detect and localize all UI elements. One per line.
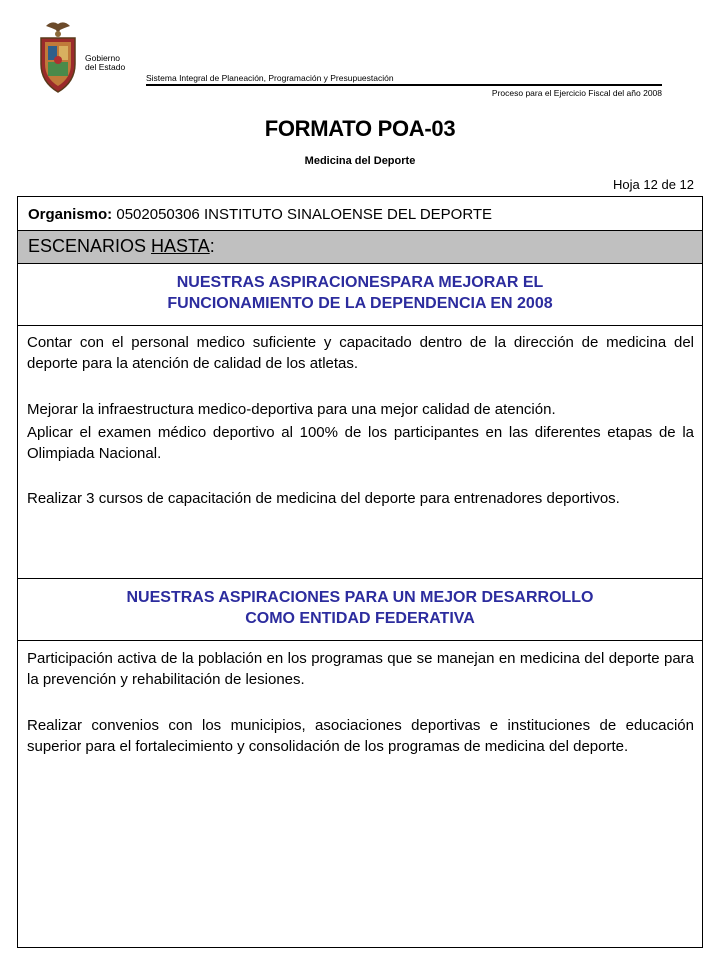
coat-of-arms-logo xyxy=(38,20,78,96)
escenarios-suffix: : xyxy=(209,236,215,256)
section1-paragraph-4: Realizar 3 cursos de capacitación de medicina del deporte para entrenadores deportivos. xyxy=(27,490,620,507)
header-divider xyxy=(146,84,662,86)
system-name: Sistema Integral de Planeación, Programación y Presupuestación xyxy=(146,73,394,83)
section2-paragraph-2: Realizar convenios con los municipios, asociaciones deportivas e instituciones de educación superior para el fortalecimiento y consolidación de los programas de medicina del deporte. xyxy=(27,717,694,755)
section2-paragraph-1: Participación activa de la población en los programas que se manejan en medicina del deporte para la prevención y rehabilitación de lesiones. xyxy=(27,650,694,688)
section1-heading: NUESTRAS ASPIRACIONESPARA MEJORAR EL FUNCIONAMIENTO DE LA DEPENDENCIA EN 2008 xyxy=(18,264,702,326)
process-label: Proceso para el Ejercicio Fiscal del año 2008 xyxy=(491,88,662,98)
page-title: FORMATO POA-03 xyxy=(264,116,456,141)
form-table xyxy=(17,196,703,948)
section2-heading: NUESTRAS ASPIRACIONES PARA UN MEJOR DESARROLLO COMO ENTIDAD FEDERATIVA xyxy=(18,579,702,641)
section1-paragraph-3: Aplicar el examen médico deportivo al 100% de los participantes en las diferentes etapas de la Olimpiada Nacional. xyxy=(27,424,694,462)
organismo-value: 0502050306 INSTITUTO SINALOENSE DEL DEPORTE xyxy=(112,206,493,223)
organismo-label: Organismo: xyxy=(28,206,113,223)
section1-paragraph-1: Contar con el personal medico suficiente y capacitado dentro de la dirección de medicina del deporte para la atención de calidad de los atletas. xyxy=(27,334,694,372)
escenarios-row xyxy=(18,231,702,264)
organismo-row xyxy=(18,197,702,231)
page-subtitle: Medicina del Deporte xyxy=(304,155,416,167)
escenarios-hasta: HASTA xyxy=(151,236,210,256)
government-label: Gobierno del Estado xyxy=(85,53,126,72)
escenarios-prefix: ESCENARIOS xyxy=(28,236,152,256)
page-number: Hoja 12 de 12 xyxy=(613,177,694,192)
section1-body xyxy=(18,326,702,579)
section1-paragraph-2: Mejorar la infraestructura medico-deportiva para una mejor calidad de atención. xyxy=(27,401,556,418)
section2-body xyxy=(18,641,702,947)
